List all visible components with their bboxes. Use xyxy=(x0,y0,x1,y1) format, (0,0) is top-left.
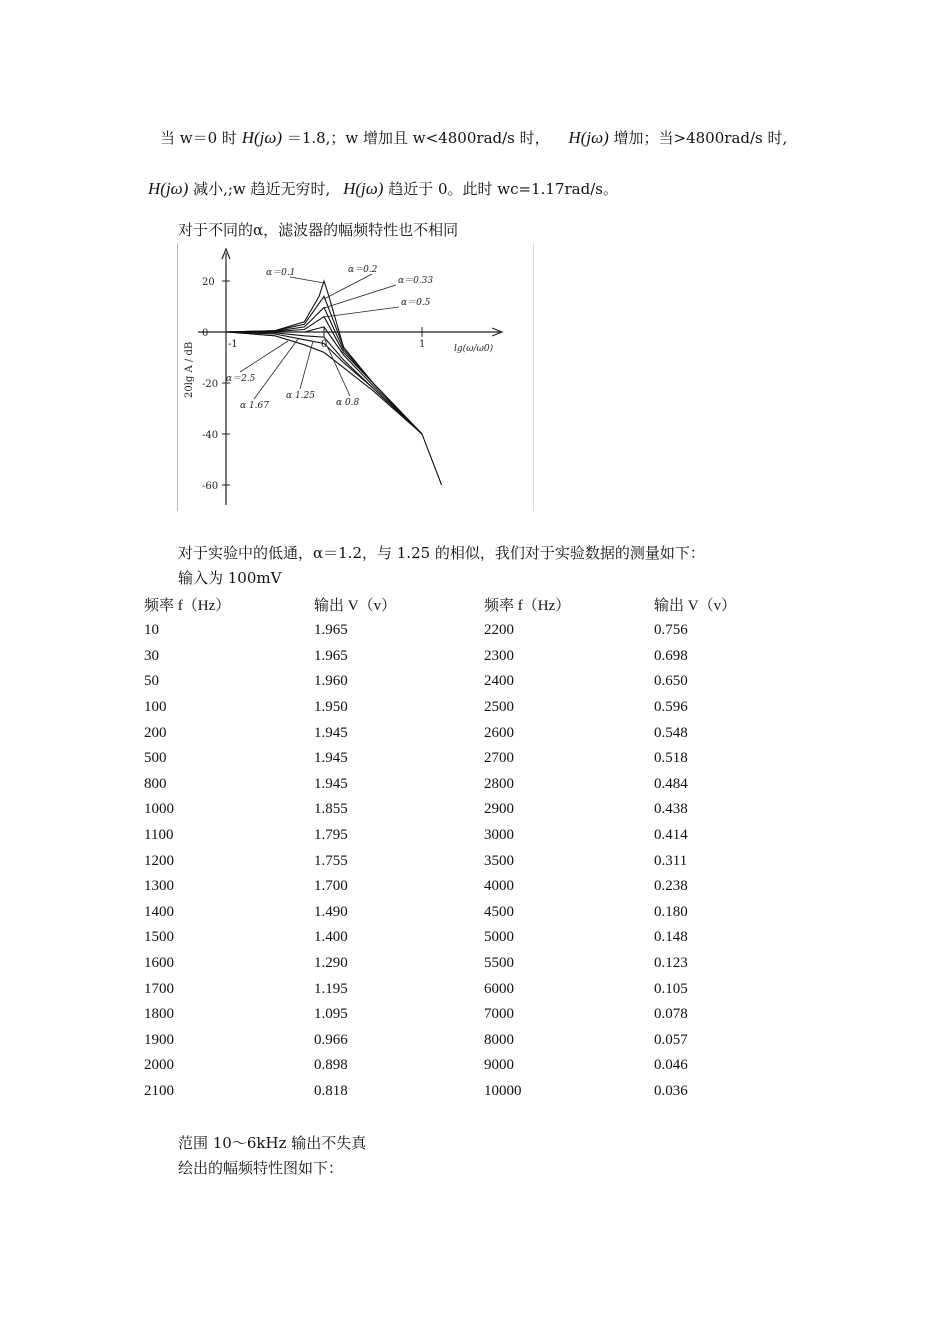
header-output: 输出 V（v） xyxy=(314,597,397,614)
table-row xyxy=(144,669,774,695)
text-segment: 当 w＝0 时 xyxy=(160,129,237,147)
table-row xyxy=(144,848,774,874)
table-row xyxy=(144,1002,774,1028)
output-cell: 1.950 xyxy=(314,699,348,716)
output-cell: 0.518 xyxy=(654,750,688,767)
frequency-cell: 1200 xyxy=(144,852,174,869)
frequency-cell: 500 xyxy=(144,750,167,767)
bode-plot-svg xyxy=(178,243,533,511)
output-cell: 1.290 xyxy=(314,955,348,972)
frequency-cell: 10 xyxy=(144,622,159,639)
frequency-cell: 9000 xyxy=(484,1057,514,1074)
output-cell: 0.057 xyxy=(654,1031,688,1048)
frequency-cell: 5000 xyxy=(484,929,514,946)
frequency-cell: 1500 xyxy=(144,929,174,946)
bode-magnitude-figure xyxy=(177,243,534,511)
table-row xyxy=(144,720,774,746)
alpha-label: α＝2.5 xyxy=(226,374,256,384)
frequency-cell: 30 xyxy=(144,647,159,664)
output-cell: 1.755 xyxy=(314,852,348,869)
table-row xyxy=(144,772,774,798)
output-cell: 0.123 xyxy=(654,955,688,972)
transfer-function-expr: H(jω) xyxy=(568,128,609,147)
frequency-cell: 3000 xyxy=(484,827,514,844)
output-cell: 0.548 xyxy=(654,724,688,741)
table-row xyxy=(144,695,774,721)
frequency-cell: 3500 xyxy=(484,852,514,869)
alpha-label: α＝0.2 xyxy=(348,265,378,275)
output-cell: 0.438 xyxy=(654,801,688,818)
frequency-cell: 200 xyxy=(144,724,167,741)
x-tick-label: 1 xyxy=(419,339,426,350)
text-segment: 趋近于 0。此时 wc=1.17rad/s。 xyxy=(388,180,618,198)
frequency-cell: 2100 xyxy=(144,1082,174,1099)
output-cell: 0.756 xyxy=(654,622,688,639)
label-pointer xyxy=(324,307,399,317)
alpha-label: α 0.8 xyxy=(336,398,360,408)
x-axis-label: lg(ω/ω0) xyxy=(454,344,494,354)
output-cell: 1.490 xyxy=(314,903,348,920)
frequency-cell: 10000 xyxy=(484,1082,522,1099)
output-cell: 1.945 xyxy=(314,750,348,767)
output-cell: 0.180 xyxy=(654,903,688,920)
text-line-5: 范围 10～6kHz 输出不失真 xyxy=(178,1134,367,1152)
alpha-label: α 1.25 xyxy=(286,391,315,401)
output-cell: 0.484 xyxy=(654,775,688,792)
header-frequency: 频率 f（Hz） xyxy=(144,597,231,614)
frequency-cell: 2800 xyxy=(484,775,514,792)
output-cell: 0.046 xyxy=(654,1057,688,1074)
y-tick-label: 20 xyxy=(202,277,215,288)
frequency-cell: 2900 xyxy=(484,801,514,818)
measurement-table xyxy=(144,590,774,1104)
alpha-label: α＝0.33 xyxy=(398,276,434,286)
x-tick-label: -1 xyxy=(228,339,238,350)
frequency-cell: 1600 xyxy=(144,955,174,972)
table-row xyxy=(144,900,774,926)
label-pointer xyxy=(324,285,396,308)
transfer-function-expr: H(jω) xyxy=(148,179,189,198)
label-pointer xyxy=(240,341,288,372)
output-cell: 0.650 xyxy=(654,673,688,690)
text-line-2 xyxy=(148,178,618,199)
frequency-cell: 2000 xyxy=(144,1057,174,1074)
label-pointer xyxy=(300,341,313,389)
output-cell: 0.036 xyxy=(654,1082,688,1099)
header-frequency: 频率 f（Hz） xyxy=(484,597,571,614)
frequency-cell: 6000 xyxy=(484,980,514,997)
transfer-function-expr: H(jω) xyxy=(343,179,384,198)
text-segment: ＝1.8,；w 增加且 w<4800rad/s 时， xyxy=(286,129,550,147)
frequency-cell: 1700 xyxy=(144,980,174,997)
frequency-cell: 1400 xyxy=(144,903,174,920)
output-cell: 0.898 xyxy=(314,1057,348,1074)
frequency-cell: 1100 xyxy=(144,827,174,844)
text-line-1 xyxy=(160,127,787,148)
text-line-6: 绘出的幅频特性图如下： xyxy=(178,1159,344,1177)
y-tick-label: 0 xyxy=(202,328,209,339)
output-cell: 1.195 xyxy=(314,980,348,997)
frequency-cell: 4000 xyxy=(484,878,514,895)
output-cell: 0.414 xyxy=(654,827,688,844)
frequency-cell: 100 xyxy=(144,699,167,716)
table-row xyxy=(144,925,774,951)
output-cell: 1.965 xyxy=(314,647,348,664)
table-row xyxy=(144,644,774,670)
x-tick-label: 0 xyxy=(321,339,328,350)
frequency-cell: 1800 xyxy=(144,1006,174,1023)
table-header-row xyxy=(144,590,774,618)
output-cell: 1.960 xyxy=(314,673,348,690)
text-segment: 增加；当>4800rad/s 时, xyxy=(613,129,788,147)
output-cell: 0.105 xyxy=(654,980,688,997)
output-cell: 1.400 xyxy=(314,929,348,946)
table-row xyxy=(144,1079,774,1105)
text-line-4: 输入为 100mV xyxy=(178,569,282,587)
figure-caption: 对于不同的α，滤波器的幅频特性也不相同 xyxy=(178,221,459,239)
table-row xyxy=(144,1053,774,1079)
frequency-cell: 1300 xyxy=(144,878,174,895)
y-axis-label: 20lg A / dB xyxy=(184,341,195,398)
frequency-cell: 2600 xyxy=(484,724,514,741)
alpha-label: α 1.67 xyxy=(240,401,269,411)
output-cell: 1.700 xyxy=(314,878,348,895)
output-cell: 0.148 xyxy=(654,929,688,946)
y-tick-label: -20 xyxy=(202,379,219,390)
output-cell: 0.078 xyxy=(654,1006,688,1023)
y-tick-label: -60 xyxy=(202,481,219,492)
label-pointer xyxy=(254,339,298,399)
frequency-cell: 1000 xyxy=(144,801,174,818)
table-row xyxy=(144,874,774,900)
output-cell: 1.855 xyxy=(314,801,348,818)
frequency-cell: 2300 xyxy=(484,647,514,664)
output-cell: 1.965 xyxy=(314,622,348,639)
table-row xyxy=(144,618,774,644)
frequency-cell: 800 xyxy=(144,775,167,792)
alpha-label: α＝0.5 xyxy=(401,298,431,308)
table-row xyxy=(144,976,774,1002)
output-cell: 1.945 xyxy=(314,775,348,792)
y-tick-label: -40 xyxy=(202,430,219,441)
frequency-cell: 2700 xyxy=(484,750,514,767)
output-cell: 0.698 xyxy=(654,647,688,664)
frequency-cell: 50 xyxy=(144,673,159,690)
transfer-function-expr: H(jω) xyxy=(241,128,283,147)
output-cell: 0.238 xyxy=(654,878,688,895)
output-cell: 0.596 xyxy=(654,699,688,716)
table-row xyxy=(144,951,774,977)
text-line-3: 对于实验中的低通，α＝1.2，与 1.25 的相似，我们对于实验数据的测量如下： xyxy=(178,544,705,562)
alpha-label: α＝0.1 xyxy=(266,268,296,278)
table-row xyxy=(144,746,774,772)
frequency-cell: 4500 xyxy=(484,903,514,920)
frequency-cell: 7000 xyxy=(484,1006,514,1023)
curve-0.1 xyxy=(226,281,442,485)
frequency-cell: 2200 xyxy=(484,622,514,639)
output-cell: 0.311 xyxy=(654,852,688,869)
frequency-cell: 8000 xyxy=(484,1031,514,1048)
output-cell: 1.095 xyxy=(314,1006,348,1023)
output-cell: 1.945 xyxy=(314,724,348,741)
frequency-cell: 2400 xyxy=(484,673,514,690)
header-output: 输出 V（v） xyxy=(654,597,737,614)
table-row xyxy=(144,823,774,849)
output-cell: 0.818 xyxy=(314,1082,348,1099)
frequency-cell: 2500 xyxy=(484,699,514,716)
frequency-cell: 5500 xyxy=(484,955,514,972)
table-row xyxy=(144,1028,774,1054)
output-cell: 1.795 xyxy=(314,827,348,844)
table-row xyxy=(144,797,774,823)
output-cell: 0.966 xyxy=(314,1031,348,1048)
text-segment: 减小,;w 趋近无穷时, xyxy=(193,180,331,198)
frequency-cell: 1900 xyxy=(144,1031,174,1048)
